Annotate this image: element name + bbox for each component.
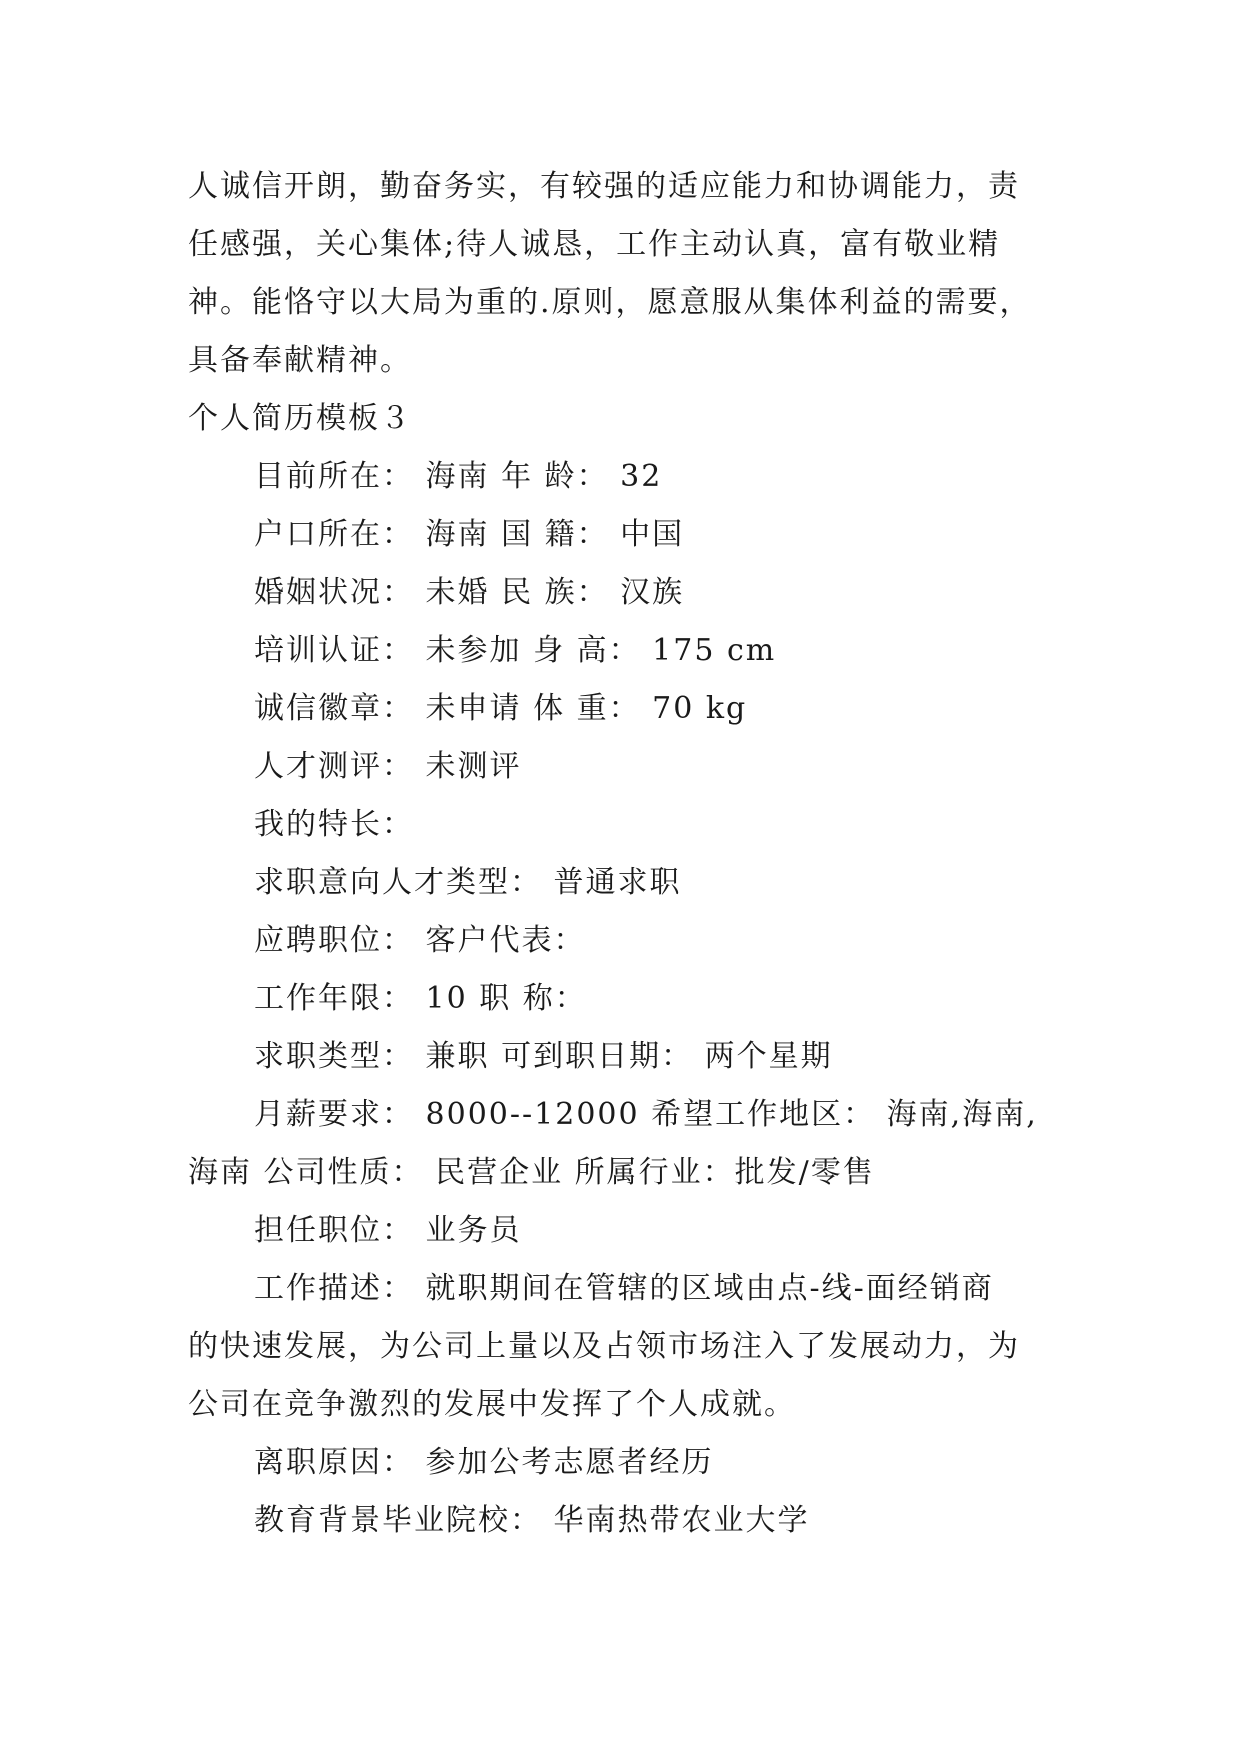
education-school: 教育背景毕业院校： 华南热带农业大学 — [254, 1503, 810, 1538]
profile-assessment: 人才测评： 未测评 — [254, 749, 522, 784]
job-position-applied: 应聘职位： 客户代表： — [254, 923, 586, 958]
leave-reason: 离职原因： 参加公考志愿者经历 — [254, 1445, 714, 1480]
profile-specialty: 我的特长： — [254, 807, 414, 842]
intro-line-1: 人诚信开朗，勤奋务实，有较强的适应能力和协调能力，责 — [188, 169, 1020, 204]
job-type: 求职类型： 兼职 可到职日期： 两个星期 — [254, 1039, 833, 1074]
profile-marital-status: 婚姻状况： 未婚 民 族： 汉族 — [254, 575, 685, 610]
work-description-cont-1: 的快速发展，为公司上量以及占领市场注入了发展动力，为 — [188, 1329, 1020, 1364]
work-description: 工作描述： 就职期间在管辖的区域由点-线-面经销商 — [254, 1271, 994, 1306]
job-salary: 月薪要求： 8000--12000 希望工作地区： 海南,海南, — [254, 1097, 1038, 1132]
profile-integrity-badge: 诚信徽章： 未申请 体 重： 70 kg — [254, 691, 748, 726]
held-position: 担任职位： 业务员 — [254, 1213, 522, 1248]
profile-training: 培训认证： 未参加 身 高： 175 cm — [254, 633, 777, 668]
job-years: 工作年限： 10 职 称： — [254, 981, 587, 1016]
profile-current-location: 目前所在： 海南 年 龄： 32 — [254, 459, 663, 494]
profile-household: 户口所在： 海南 国 籍： 中国 — [254, 517, 685, 552]
section-title: 个人简历模板３ — [188, 401, 412, 436]
intro-line-3: 神。能恪守以大局为重的.原则，愿意服从集体利益的需要， — [188, 285, 1032, 320]
intro-line-2: 任感强，关心集体;待人诚恳，工作主动认真，富有敬业精 — [188, 227, 1001, 262]
job-salary-wrap: 海南 公司性质： 民营企业 所属行业：批发/零售 — [188, 1155, 875, 1190]
work-description-cont-2: 公司在竞争激烈的发展中发挥了个人成就。 — [188, 1387, 796, 1422]
document-body — [188, 158, 1088, 1550]
job-intention-type: 求职意向人才类型： 普通求职 — [254, 865, 682, 900]
intro-line-4: 具备奉献精神。 — [188, 343, 412, 378]
